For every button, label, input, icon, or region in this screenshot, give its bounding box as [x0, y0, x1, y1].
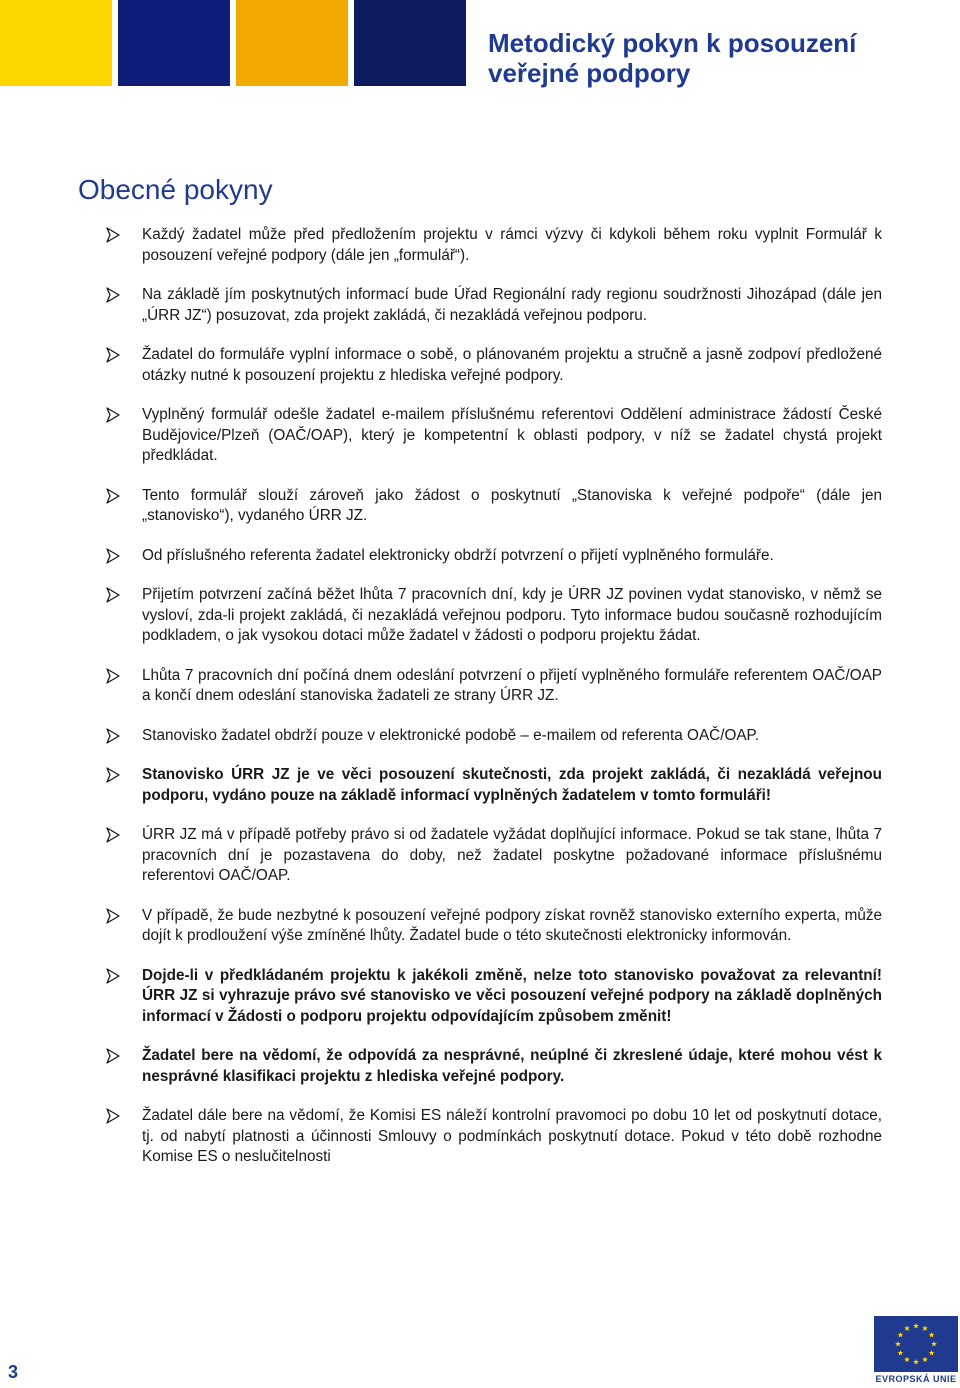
list-item-text: Každý žadatel může před předložením projektu v rámci výzvy či kdykoli během roku vyplnit Formulář k posouzení veřejné podpory (dále jen „formulář“). — [142, 226, 882, 264]
list-item-text: V případě, že bude nezbytné k posouzení veřejné podpory získat rovněž stanovisko externího experta, může dojít k prodloužení výše zmíněné lhůty. Žadatel bude o této skutečnosti elektronicky informován. — [142, 906, 882, 944]
document-title-line1: Metodický pokyn k posouzení — [488, 28, 857, 58]
list-item — [104, 966, 882, 1028]
arrow-bullet-icon — [106, 827, 120, 843]
list-item — [104, 906, 882, 947]
arrow-bullet-icon — [106, 767, 120, 783]
list-item — [104, 765, 882, 806]
list-item-text: Na základě jím poskytnutých informací bude Úřad Regionální rady regionu soudržnosti Jihozápad (dále jen „ÚRR JZ“) posuzovat, zda projekt zakládá, či nezakládá veřejnou podporu. — [142, 286, 882, 324]
list-item — [104, 1106, 882, 1168]
list-item — [104, 546, 882, 567]
list-item-text: Vyplněný formulář odešle žadatel e-mailem příslušnému referentovi Oddělení administrace žádostí České Budějovice/Plzeň (OAČ/OAP), který je kompetentní k oblasti podpory, v níž se žadatel chystá projekt předkládat. — [142, 406, 882, 464]
header-tile-gold — [236, 0, 348, 86]
section-heading: Obecné pokyny — [78, 174, 273, 205]
list-item-text: Dojde-li v předkládaném projektu k jakékoli změně, nelze toto stanovisko považovat za relevantní! ÚRR JZ si vyhrazuje právo své stanovisko ve věci posouzení veřejné podpory na základě doplněných informací v Žádosti o podporu projektu odpovídajícím způsobem změnit! — [142, 966, 882, 1025]
list-item-text: Stanovisko ÚRR JZ je ve věci posouzení skutečnosti, zda projekt zakládá, či nezakládá veřejnou podporu, vydáno pouze na základě informací vyplněných žadatelem v tomto formuláři! — [142, 766, 882, 804]
instruction-list — [104, 225, 882, 1187]
list-item — [104, 285, 882, 326]
list-item — [104, 726, 882, 747]
header-tile-yellow — [0, 0, 112, 86]
list-item — [104, 825, 882, 887]
eu-logo — [874, 1316, 958, 1386]
list-item-text: Žadatel dále bere na vědomí, že Komisi ES náleží kontrolní pravomoci po dobu 10 let od poskytnutí dotace, tj. od nabytí platnosti a účinnosti Smlouvy o podmínkách poskytnutí dotace. Pokud v této době rozhodne Komise ES o neslučitelnosti — [142, 1107, 882, 1165]
arrow-bullet-icon — [106, 227, 120, 243]
list-item — [104, 585, 882, 647]
document-title — [488, 28, 938, 88]
list-item-text: Přijetím potvrzení začíná běžet lhůta 7 pracovních dní, kdy je ÚRR JZ povinen vydat stanovisko, v němž se vysloví, zda-li projekt zakládá, či nezakládá veřejnou podporu. Tyto informace budou současně rozhodujícím podkladem, o jak vysokou dotaci může žadatel v žádosti o podporu projektu žádat. — [142, 586, 882, 644]
arrow-bullet-icon — [106, 968, 120, 984]
list-item — [104, 345, 882, 386]
arrow-bullet-icon — [106, 347, 120, 363]
arrow-bullet-icon — [106, 287, 120, 303]
list-item-text: Lhůta 7 pracovních dní počíná dnem odeslání potvrzení o přijetí vyplněného formuláře referentem OAČ/OAP a končí dnem odeslání stanoviska žadateli ze strany ÚRR JZ. — [142, 666, 882, 704]
list-item — [104, 486, 882, 527]
arrow-bullet-icon — [106, 587, 120, 603]
list-item-text: Tento formulář slouží zároveň jako žádost o poskytnutí „Stanoviska k veřejné podpoře“ (dále jen „stanovisko“), vydaného ÚRR JZ. — [142, 486, 882, 524]
list-item-text: Stanovisko žadatel obdrží pouze v elektronické podobě – e-mailem od referenta OAČ/OAP. — [142, 726, 760, 744]
list-item — [104, 1046, 882, 1087]
eu-flag-icon — [874, 1316, 958, 1372]
arrow-bullet-icon — [106, 1108, 120, 1124]
arrow-bullet-icon — [106, 668, 120, 684]
document-title-line2: veřejné podpory — [488, 58, 691, 88]
list-item-text: Žadatel do formuláře vyplní informace o sobě, o plánovaném projektu a stručně a jasně zodpoví předložené otázky nutné k posouzení projektu z hlediska veřejné podpory. — [142, 346, 882, 384]
list-item — [104, 225, 882, 266]
list-item-text: Od příslušného referenta žadatel elektronicky obdrží potvrzení o přijetí vyplněného formuláře. — [142, 546, 774, 564]
eu-label: EVROPSKÁ UNIE — [875, 1374, 957, 1384]
arrow-bullet-icon — [106, 728, 120, 744]
arrow-bullet-icon — [106, 488, 120, 504]
arrow-bullet-icon — [106, 407, 120, 423]
list-item — [104, 666, 882, 707]
header-tile-navy — [354, 0, 466, 86]
header-tile-blue — [118, 0, 230, 86]
arrow-bullet-icon — [106, 548, 120, 564]
list-item-text: ÚRR JZ má v případě potřeby právo si od žadatele vyžádat doplňující informace. Pokud se tak stane, lhůta 7 pracovních dní je pozastavena do doby, než žadatel poskytne požadované informace příslušnému referentovi OAČ/OAP. — [142, 826, 882, 884]
arrow-bullet-icon — [106, 1048, 120, 1064]
list-item-text: Žadatel bere na vědomí, že odpovídá za nesprávné, neúplné či zkreslené údaje, které mohou vést k nesprávné klasifikaci projektu z hlediska veřejné podpory. — [142, 1047, 882, 1085]
list-item — [104, 405, 882, 467]
arrow-bullet-icon — [106, 908, 120, 924]
page-number: 3 — [8, 1362, 19, 1382]
